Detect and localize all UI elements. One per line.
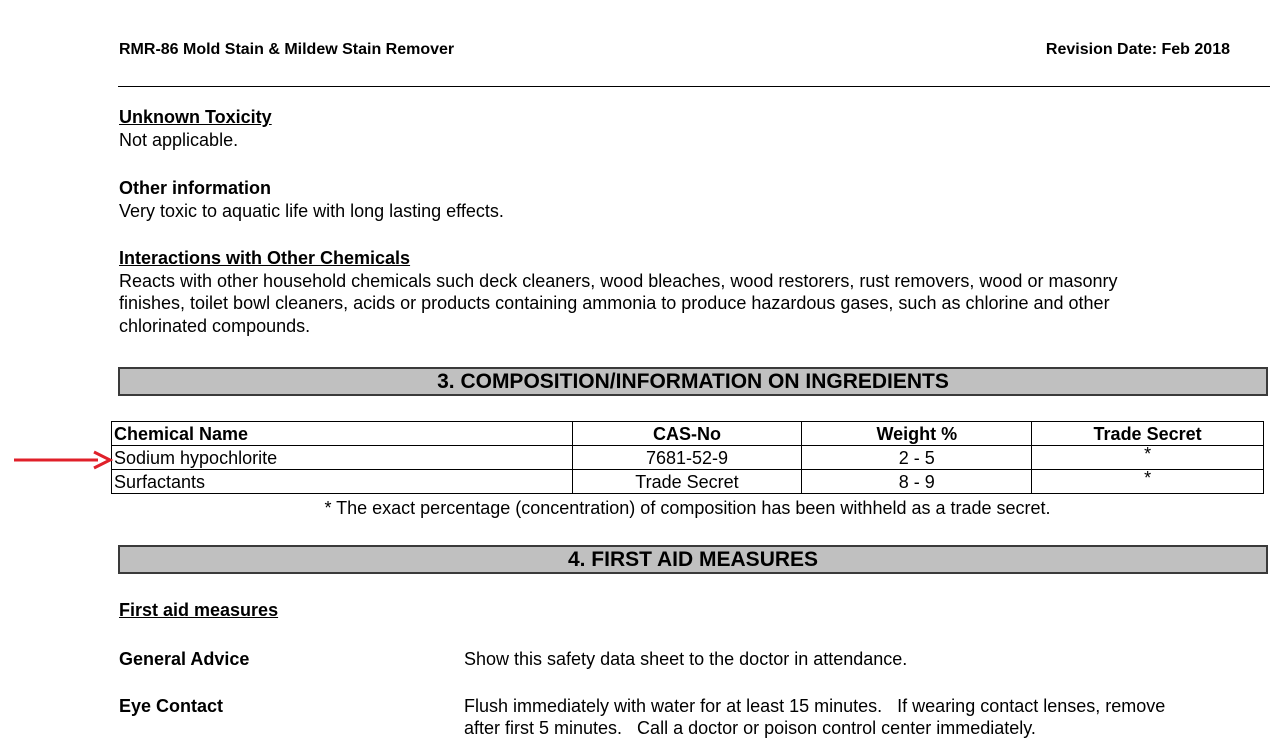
- cas-no-cell: Trade Secret: [572, 470, 802, 494]
- general-advice-label: General Advice: [119, 649, 250, 669]
- interactions-text-line: finishes, toilet bowl cleaners, acids or products containing ammonia to produce hazardous gases, such as chlorine and other: [119, 293, 1110, 313]
- weight-cell: 2 - 5: [802, 446, 1032, 470]
- table-header-row: [112, 422, 1264, 446]
- header-divider: [118, 86, 1270, 87]
- interactions-text-line: chlorinated compounds.: [119, 315, 311, 336]
- other-information-heading: Other information: [119, 178, 271, 198]
- column-header-trade-secret: Trade Secret: [1032, 422, 1264, 446]
- section-3-title: 3. COMPOSITION/INFORMATION ON INGREDIENTS: [118, 367, 1268, 396]
- ingredients-table: [111, 421, 1264, 494]
- interactions-text-line: Reacts with other household chemicals such deck cleaners, wood bleaches, wood restorers, rust removers, wood or masonry: [119, 270, 1118, 291]
- column-header-cas-no: CAS-No: [572, 422, 802, 446]
- other-information-block: [119, 177, 1239, 222]
- interactions-heading: Interactions with Other Chemicals: [119, 248, 411, 268]
- unknown-toxicity-heading: Unknown Toxicity: [119, 107, 272, 127]
- section-4-title: 4. FIRST AID MEASURES: [118, 545, 1268, 574]
- column-header-chemical-name: Chemical Name: [112, 422, 573, 446]
- cas-no-cell: 7681-52-9: [572, 446, 802, 470]
- eye-contact-text: Flush immediately with water for at least 15 minutes. If wearing contact lenses, remove: [464, 696, 1166, 716]
- table-row: [112, 446, 1264, 470]
- revision-date: Revision Date: Feb 2018: [1045, 41, 1230, 58]
- chemical-name-cell: Surfactants: [112, 470, 573, 494]
- first-aid-subheading: First aid measures: [119, 600, 279, 620]
- interactions-block: [119, 247, 1239, 337]
- red-arrow-annotation: [12, 449, 114, 471]
- trade-secret-cell: *: [1032, 470, 1264, 494]
- trade-secret-cell: *: [1032, 446, 1264, 470]
- eye-contact-label: Eye Contact: [119, 696, 224, 716]
- chemical-name-cell: Sodium hypochlorite: [112, 446, 573, 470]
- general-advice-text: Show this safety data sheet to the doctor in attendance.: [464, 649, 908, 669]
- first-aid-subheading-block: [119, 599, 1239, 622]
- unknown-toxicity-text: Not applicable.: [119, 129, 239, 150]
- other-information-text: Very toxic to aquatic life with long lasting effects.: [119, 200, 504, 221]
- unknown-toxicity-block: [119, 106, 1239, 151]
- weight-cell: 8 - 9: [802, 470, 1032, 494]
- trade-secret-footnote: * The exact percentage (concentration) of composition has been withheld as a trade secret.: [324, 498, 1051, 518]
- table-row: [112, 470, 1264, 494]
- product-title: RMR-86 Mold Stain & Mildew Stain Remover: [119, 41, 455, 58]
- eye-contact-text-continued: after first 5 minutes. Call a doctor or poison control center immediately.: [464, 718, 1036, 738]
- column-header-weight: Weight %: [802, 422, 1032, 446]
